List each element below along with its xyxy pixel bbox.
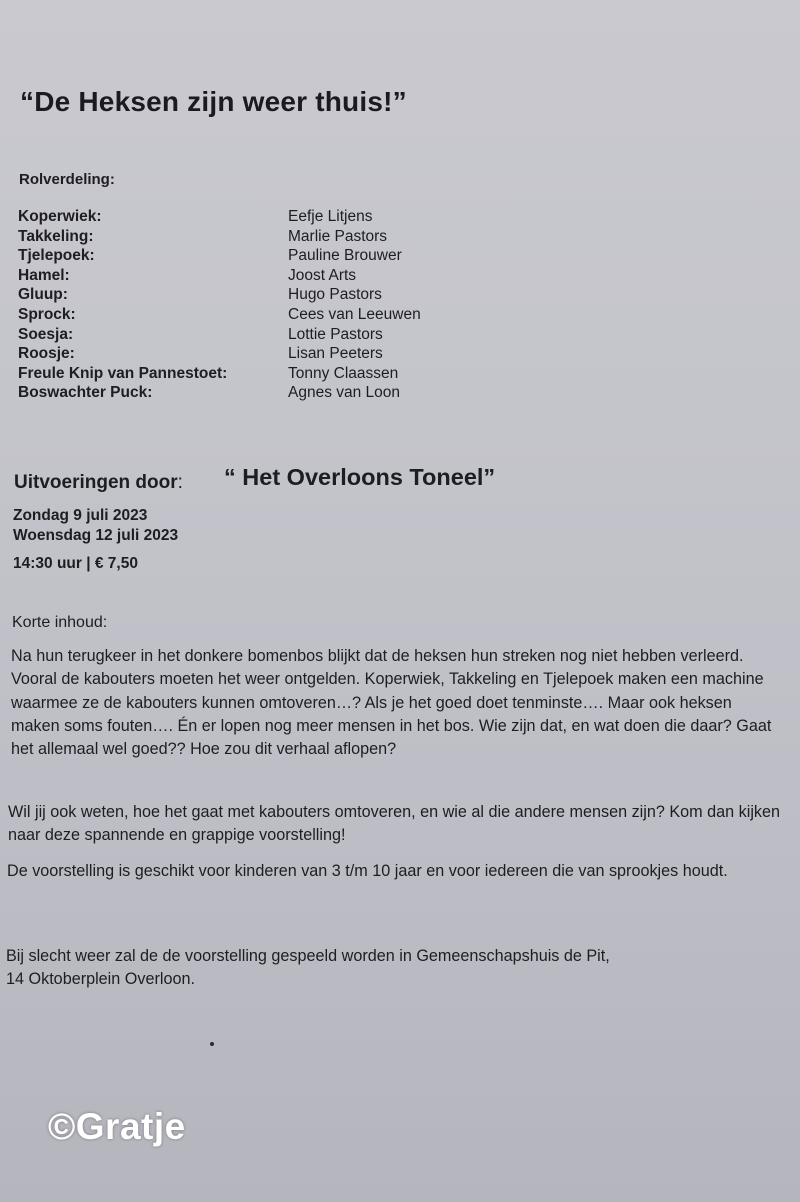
cast-row [18,247,518,267]
cast-row [18,267,518,287]
venue-line: Bij slecht weer zal de de voorstelling gespeeld worden in Gemeenschapshuis de Pit, [6,947,610,965]
cast-role: Roosje: [18,345,75,363]
venue-address: 14 Oktoberplein Overloon. [6,970,195,989]
performances-label [14,472,183,494]
cast-role: Koperwiek: [18,208,102,225]
cast-role: Hamel: [18,266,70,284]
company-name: “ Het Overloons Toneel” [224,464,496,490]
page-title: “De Heksen zijn weer thuis!” [20,86,407,117]
cast-row [18,208,518,228]
cast-row [18,365,518,385]
performances-label-colon: : [177,472,183,493]
cast-heading: Rolverdeling: [19,171,115,188]
cast-list [18,208,518,404]
paper-speck [210,1042,214,1046]
cast-actor: Tonny Claassen [288,364,399,382]
summary-paragraph: De voorstelling is geschikt voor kinderen van 3 t/m 10 jaar en voor iedereen die van sprookjes houdt. [7,862,728,880]
cast-row [18,345,518,365]
performance-date: Woensdag 12 juli 2023 [13,527,179,544]
venue-note [6,945,766,992]
cast-actor: Joost Arts [288,266,357,284]
cast-actor: Hugo Pastors [288,286,382,304]
cast-role: Freule Knip van Pannestoet: [18,364,228,382]
cast-actor: Lottie Pastors [288,325,383,343]
cast-row [18,326,518,346]
summary-paragraph: Wil jij ook weten, hoe het gaat met kabouters omtoveren, en wie al die andere mensen zijn? Kom dan kijken naar deze spannende en grappige voorstelling! [8,803,781,845]
cast-role: Soesja: [18,325,74,343]
cast-row [18,306,518,326]
performances-label-text: Uitvoeringen door [14,472,178,493]
cast-role: Gluup: [18,286,68,304]
cast-role: Takkeling: [18,227,94,245]
cast-row [18,384,518,404]
performance-date: Zondag 9 juli 2023 [13,507,148,524]
performance-dates [13,506,178,546]
cast-role: Boswachter Puck: [18,384,153,402]
cast-actor: Marlie Pastors [288,227,388,245]
cast-actor: Lisan Peeters [288,345,383,363]
cast-actor: Eefje Litjens [288,208,373,225]
cast-actor: Cees van Leeuwen [288,305,421,323]
cast-role: Sprock: [18,305,76,323]
summary-paragraph: Na hun terugkeer in het donkere bomenbos blijkt dat de heksen hun streken nog niet hebben verleerd. Vooral de kabouters moeten het weer ontgelden. Koperwiek, Takkeling en Tjelepoek maken een machine waarmee ze de kabouters kunnen omtoveren…? Als je het goed doet tenminste…. Maar ook heksen maken soms fouten…. Én er lopen nog meer mensen in het bos. Wie zijn dat, en wat doen die daar? Gaat het allemaal wel goed?? Hoe zou dit verhaal aflopen? [11,647,772,759]
cast-row [18,286,518,306]
watermark: ©Gratje [48,1106,186,1147]
summary-heading: Korte inhoud: [12,614,108,631]
cast-actor: Pauline Brouwer [288,247,402,265]
time-and-price: 14:30 uur | € 7,50 [13,555,138,572]
cast-actor: Agnes van Loon [288,384,401,402]
cast-role: Tjelepoek: [18,247,95,265]
cast-row [18,228,518,248]
